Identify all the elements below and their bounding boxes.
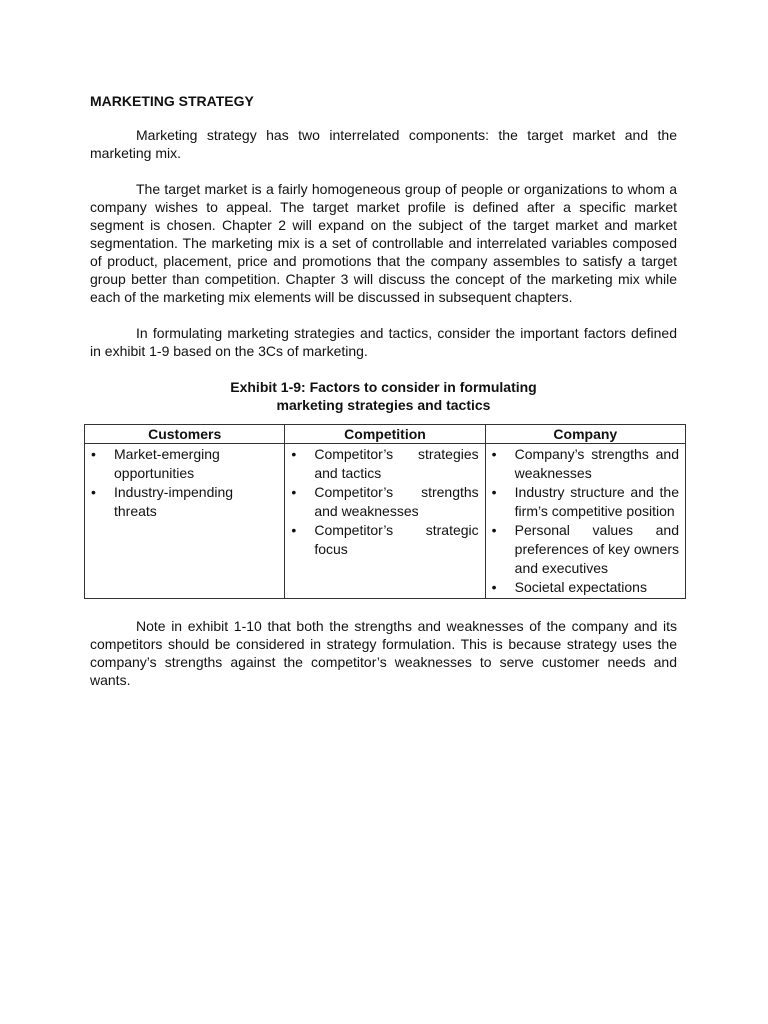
- bullet-icon: •: [491, 484, 497, 500]
- list-item: • Industry-impending threats: [91, 484, 234, 519]
- paragraph-target-market: The target market is a fairly homogeneous group of people or organizations to whom a company wishes to appeal. The target market profile is defined after a specific market segment is chosen. Chapter 2 will expand on the subject of the target market and market segmentation. The marketing mix is a set of controllable and interrelated variables composed of product, placement, price and promotions that the company assembles to satisfy a target group better than competition. Chapter 3 will discuss the concept of the marketing mix while each of the marketing mix elements will be discussed in subsequent chapters.: [90, 181, 677, 305]
- exhibit-title-line-2: marketing strategies and tactics: [276, 397, 491, 413]
- bullet-icon: •: [491, 579, 497, 595]
- competition-list: [291, 445, 478, 559]
- exhibit-title-line-1: Exhibit 1-9: Factors to consider in formulating: [230, 379, 537, 395]
- bullet-icon: •: [91, 446, 96, 462]
- table-row: [85, 444, 686, 599]
- section-heading: MARKETING STRATEGY: [90, 93, 254, 109]
- list-item: • Competitor’s strengths and weaknesses: [291, 484, 479, 519]
- document-page: [90, 92, 677, 707]
- table-header-row: [85, 425, 686, 444]
- bullet-icon: •: [291, 446, 297, 462]
- company-cell: [485, 444, 685, 599]
- paragraph-intro: Marketing strategy has two interrelated components: the target market and the marketing mix.: [90, 127, 677, 161]
- list-item: • Industry structure and the firm’s competitive position: [491, 484, 679, 519]
- factors-table: [84, 424, 686, 599]
- list-item: • Societal expectations: [491, 579, 647, 595]
- list-item: • Competitor’s strategic focus: [291, 522, 479, 557]
- paragraph-strengths-weaknesses: Note in exhibit 1-10 that both the strengths and weaknesses of the company and its competitors should be considered in strategy formulation. This is because strategy uses the company’s strengths against the competitor’s weaknesses to serve customer needs and wants.: [90, 618, 677, 688]
- company-list: [492, 445, 679, 597]
- column-header-customers: Customers: [85, 425, 285, 444]
- customers-list: [91, 445, 278, 521]
- competition-cell: [285, 444, 485, 599]
- list-item: • Market-emerging opportunities: [91, 446, 220, 481]
- paragraph-3cs: In formulating marketing strategies and tactics, consider the important factors defined in exhibit 1-9 based on the 3Cs of marketing.: [90, 325, 677, 359]
- exhibit-title: [90, 378, 677, 414]
- column-header-company: Company: [485, 425, 685, 444]
- bullet-icon: •: [91, 484, 96, 500]
- list-item: • Personal values and preferences of key owners and executives: [491, 522, 679, 576]
- column-header-competition: Competition: [285, 425, 485, 444]
- bullet-icon: •: [491, 522, 497, 538]
- list-item: • Company’s strengths and weaknesses: [491, 446, 679, 481]
- bullet-icon: •: [491, 446, 497, 462]
- customers-cell: [85, 444, 285, 599]
- bullet-icon: •: [291, 484, 297, 500]
- bullet-icon: •: [291, 522, 297, 538]
- list-item: • Competitor’s strategies and tactics: [291, 446, 479, 481]
